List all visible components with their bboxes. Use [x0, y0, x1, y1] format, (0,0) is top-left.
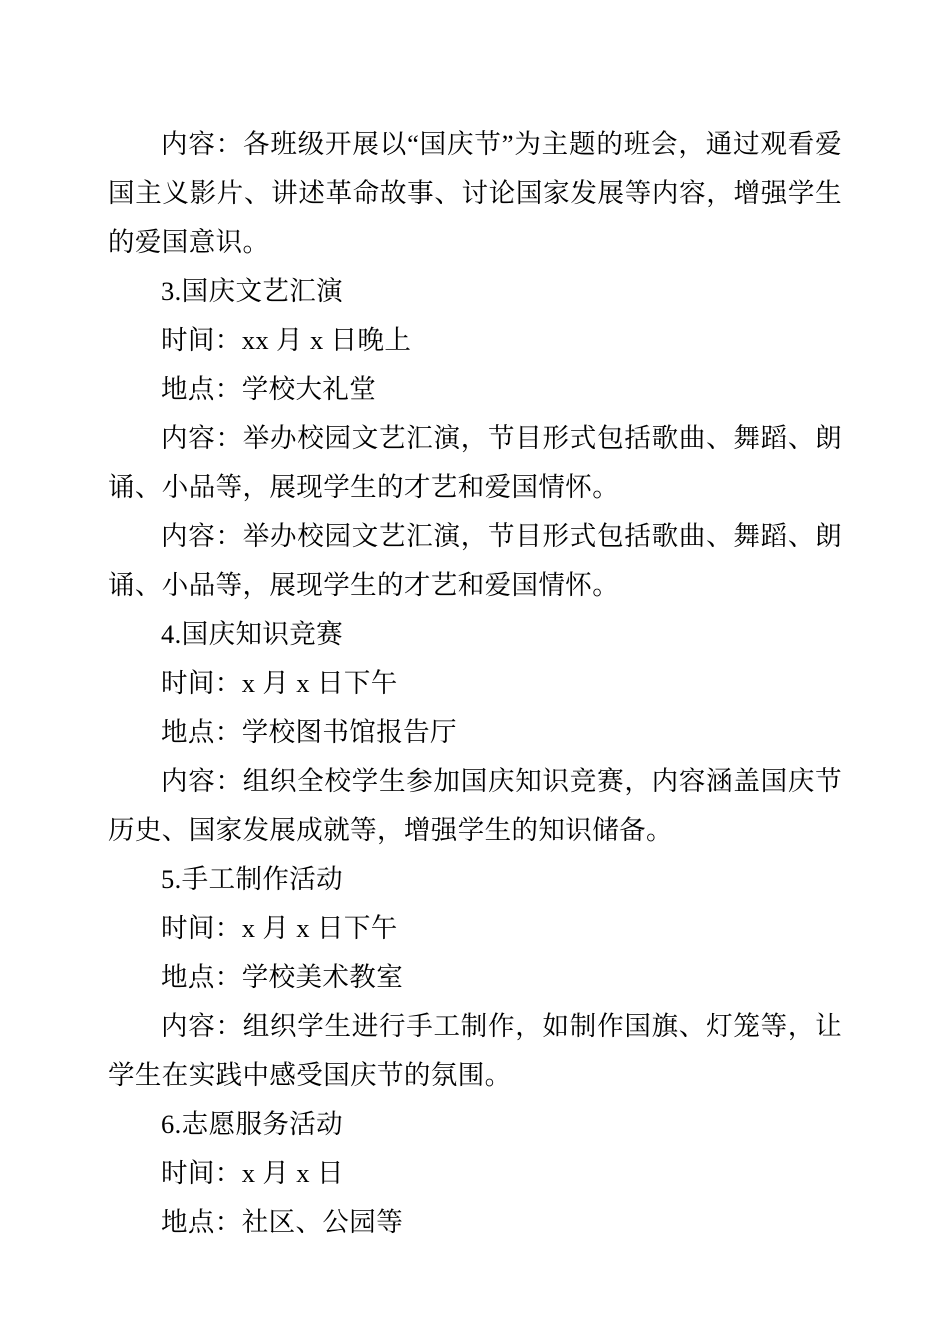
paragraph-volunteer-time: 时间：x 月 x 日: [161, 1158, 344, 1188]
paragraph-art-performance-content: 内容：举办校园文艺汇演，节目形式包括歌曲、舞蹈、朗诵、小品等，展现学生的才艺和爱国情怀。: [108, 423, 842, 502]
paragraph-handicraft-place: 地点：学校美术教室: [161, 962, 404, 992]
paragraph-art-performance-place: 地点：学校大礼堂: [161, 374, 377, 404]
paragraph-class-meeting-content: 内容：各班级开展以“国庆节”为主题的班会，通过观看爱国主义影片、讲述革命故事、讨论国家发展等内容，增强学生的爱国意识。: [108, 129, 842, 257]
heading-knowledge-contest: 4.国庆知识竞赛: [161, 619, 344, 649]
paragraph-handicraft-content: 内容：组织学生进行手工制作，如制作国旗、灯笼等，让学生在实践中感受国庆节的氛围。: [108, 1011, 842, 1090]
heading-handicraft-activity: 5.手工制作活动: [161, 864, 344, 894]
paragraph-knowledge-contest-content: 内容：组织全校学生参加国庆知识竞赛，内容涵盖国庆节历史、国家发展成就等，增强学生的知识储备。: [108, 766, 842, 845]
paragraph-knowledge-contest-place: 地点：学校图书馆报告厅: [161, 717, 457, 747]
paragraph-art-performance-content-repeat: 内容：举办校园文艺汇演，节目形式包括歌曲、舞蹈、朗诵、小品等，展现学生的才艺和爱国情怀。: [108, 521, 842, 600]
paragraph-handicraft-time: 时间：x 月 x 日下午: [161, 913, 398, 943]
paragraph-knowledge-contest-time: 时间：x 月 x 日下午: [161, 668, 398, 698]
heading-volunteer-service: 6.志愿服务活动: [161, 1109, 344, 1139]
paragraph-volunteer-place: 地点：社区、公园等: [161, 1207, 404, 1237]
heading-art-performance: 3.国庆文艺汇演: [161, 276, 344, 306]
paragraph-art-performance-time: 时间：xx 月 x 日晚上: [161, 325, 412, 355]
document-body: [108, 120, 842, 1247]
